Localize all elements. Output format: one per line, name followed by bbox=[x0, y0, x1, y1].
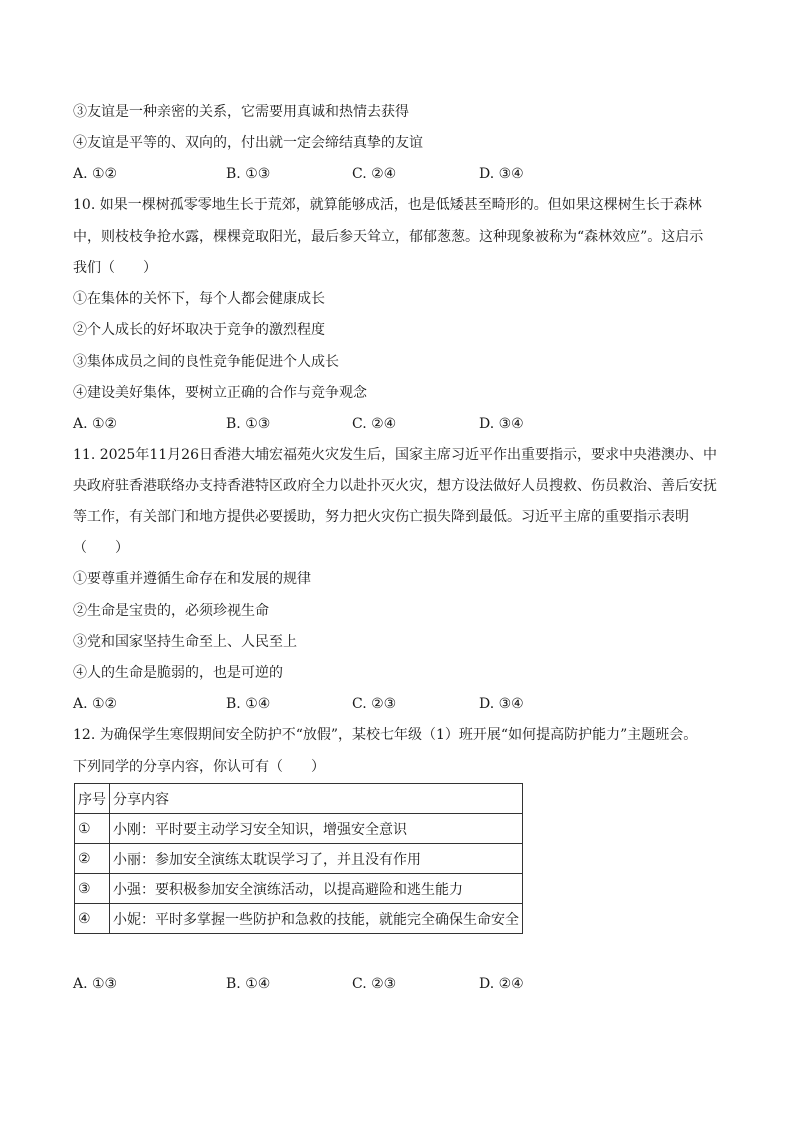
q10-item-3: ③集体成员之间的良性竞争能促进个人成长 bbox=[73, 354, 339, 370]
q9-item-3: ③友谊是一种亲密的关系，它需要用真诚和热情去获得 bbox=[73, 104, 409, 120]
q10-stem-line-3: 我们（ ） bbox=[73, 260, 157, 276]
q9-option-d[interactable]: D. ③④ bbox=[479, 166, 524, 182]
q10-option-b[interactable]: B. ①③ bbox=[226, 416, 271, 432]
q10-option-d[interactable]: D. ③④ bbox=[479, 416, 524, 432]
q12-stem-line-2: 下列同学的分享内容，你认可有（ ） bbox=[73, 759, 325, 775]
q11-item-2: ②生命是宝贵的，必须珍视生命 bbox=[73, 603, 269, 619]
share-table bbox=[74, 783, 523, 934]
table-cell-content: 小强：要积极参加安全演练活动，以提高避险和逃生能力 bbox=[110, 874, 523, 904]
q11-item-1: ①要尊重并遵循生命存在和发展的规律 bbox=[73, 571, 311, 587]
q12-options bbox=[73, 974, 723, 994]
table-header-cell: 分享内容 bbox=[110, 784, 523, 814]
table-header-cell: 序号 bbox=[75, 784, 110, 814]
table-row bbox=[75, 814, 523, 844]
q11-stem-line-1: 11. 2025年11月26日香港大埔宏福苑火灾发生后，国家主席习近平作出重要指示，要求中央港澳办、中 bbox=[73, 447, 717, 463]
q9-item-4: ④友谊是平等的、双向的，付出就一定会缔结真挚的友谊 bbox=[73, 135, 423, 151]
table-row bbox=[75, 844, 523, 874]
q11-stem-line-3: 等工作，有关部门和地方提供必要援助，努力把火灾伤亡损失降到最低。习近平主席的重要指示表明 bbox=[73, 509, 689, 525]
q9-option-b[interactable]: B. ①③ bbox=[226, 166, 271, 182]
q11-options bbox=[73, 694, 723, 714]
q12-option-a[interactable]: A. ①③ bbox=[73, 976, 118, 992]
table-cell-number: ③ bbox=[75, 874, 110, 904]
q10-item-4: ④建设美好集体，要树立正确的合作与竞争观念 bbox=[73, 385, 367, 401]
q10-option-a[interactable]: A. ①② bbox=[73, 416, 118, 432]
q9-option-c[interactable]: C. ②④ bbox=[352, 166, 397, 182]
q10-item-1: ①在集体的关怀下，每个人都会健康成长 bbox=[73, 291, 325, 307]
table-cell-content: 小刚：平时要主动学习安全知识，增强安全意识 bbox=[110, 814, 523, 844]
q11-item-3: ③党和国家坚持生命至上、人民至上 bbox=[73, 634, 297, 650]
q12-option-c[interactable]: C. ②③ bbox=[352, 976, 397, 992]
q11-option-c[interactable]: C. ②③ bbox=[352, 696, 397, 712]
q10-stem-line-1: 10. 如果一棵树孤零零地生长于荒郊，就算能够成活，也是低矮甚至畸形的。但如果这棵树生长于森林 bbox=[73, 197, 702, 213]
table-cell-number: ① bbox=[75, 814, 110, 844]
q11-option-b[interactable]: B. ①④ bbox=[226, 696, 271, 712]
q9-options bbox=[73, 164, 723, 184]
table-cell-content: 小丽：参加安全演练太耽误学习了，并且没有作用 bbox=[110, 844, 523, 874]
q11-item-4: ④人的生命是脆弱的，也是可逆的 bbox=[73, 665, 283, 681]
table-header-row bbox=[75, 784, 523, 814]
q11-option-d[interactable]: D. ③④ bbox=[479, 696, 524, 712]
q10-stem-line-2: 中，则枝枝争抢水露，棵棵竞取阳光，最后参天耸立，郁郁葱葱。这种现象被称为“森林效应”。这启示 bbox=[73, 229, 704, 245]
q11-stem-line-4: （ ） bbox=[73, 540, 129, 556]
q12-option-b[interactable]: B. ①④ bbox=[226, 976, 271, 992]
q10-item-2: ②个人成长的好坏取决于竞争的激烈程度 bbox=[73, 322, 325, 338]
table-cell-number: ④ bbox=[75, 904, 110, 934]
q11-stem-line-2: 央政府驻香港联络办支持香港特区政府全力以赴扑灭火灾，想方设法做好人员搜救、伤员救治、善后安抚 bbox=[73, 478, 717, 494]
q9-option-a[interactable]: A. ①② bbox=[73, 166, 118, 182]
table-row bbox=[75, 904, 523, 934]
table-cell-content: 小妮：平时多掌握一些防护和急救的技能，就能完全确保生命安全 bbox=[110, 904, 523, 934]
table-cell-number: ② bbox=[75, 844, 110, 874]
q11-option-a[interactable]: A. ①② bbox=[73, 696, 118, 712]
q10-options bbox=[73, 414, 723, 434]
q10-option-c[interactable]: C. ②④ bbox=[352, 416, 397, 432]
table-row bbox=[75, 874, 523, 904]
q12-option-d[interactable]: D. ②④ bbox=[479, 976, 524, 992]
q12-stem-line-1: 12. 为确保学生寒假期间安全防护不“放假”，某校七年级（1）班开展“如何提高防护能力”主题班会。 bbox=[73, 727, 698, 743]
